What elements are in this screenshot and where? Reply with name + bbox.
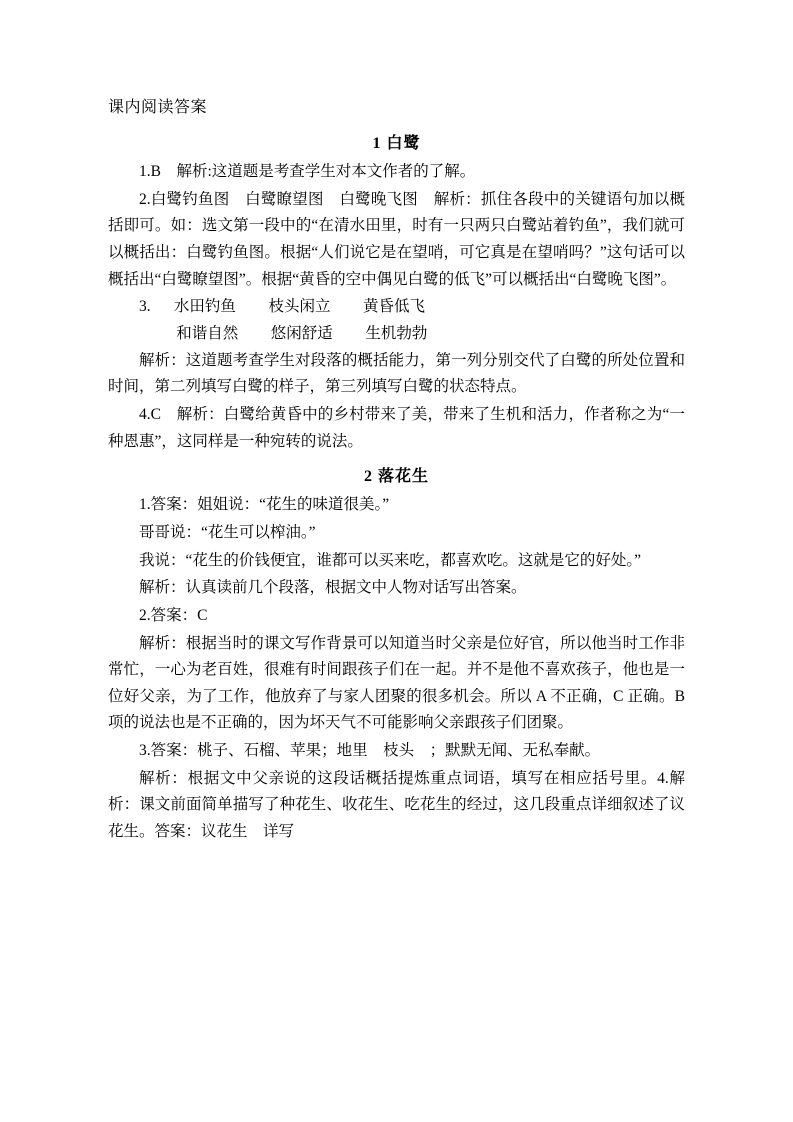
cell: 悠闲舒适 — [270, 324, 333, 342]
row-label: 3. — [139, 298, 151, 316]
answer-table-row — [108, 294, 685, 321]
cell: 和谐自然 — [176, 324, 239, 342]
paragraph: 解析：根据当时的课文写作背景可以知道当时父亲是位好官，所以他当时工作非常忙，一心为老百姓，很难有时间跟孩子们在一起。并不是他不喜欢孩子，他也是一位好父亲，为了工作，他放弃了与家人团聚的很多机会。所以 A 不正确，C 正确。B 项的说法也是不正确的，因为坏天气不可能影响父亲跟孩子们团聚。 — [108, 634, 685, 732]
cell: 枝头闲立 — [268, 298, 331, 316]
page-title: 课内阅读答案 — [108, 99, 208, 116]
section-heading-1: 1 白鹭 — [372, 135, 421, 152]
paragraph: 4.C 解析：白鹭给黄昏中的乡村带来了美，带来了生机和活力，作者称之为“一种恩惠”，这同样是一种宛转的说法。 — [108, 405, 685, 450]
paragraph: 1.B 解析:这道题是考查学生对本文作者的了解。 — [139, 163, 476, 180]
paragraph: 3.答案：桃子、石榴、苹果；地里 枝头 ；默默无闻、无私奉献。 — [139, 742, 601, 760]
paragraph: 我说：“花生的价钱便宜，谁都可以买来吃，都喜欢吃。这就是它的好处。” — [139, 551, 642, 569]
answer-table-row — [108, 321, 685, 348]
cell: 水田钓鱼 — [173, 298, 236, 316]
paragraph: 哥哥说：“花生可以榨油。” — [139, 523, 316, 541]
paragraph: 解析：认真读前几个段落，根据文中人物对话写出答案。 — [139, 579, 527, 597]
paragraph: 1.答案：姐姐说：“花生的味道很美。” — [139, 496, 390, 514]
section-heading-2: 2 落花生 — [363, 468, 429, 486]
cell: 黄昏低飞 — [363, 298, 426, 316]
paragraph: 2.答案：C — [139, 606, 208, 624]
paragraph: 2.白鹭钓鱼图 白鹭瞭望图 白鹭晚飞图 解析：抓住各段中的关键语句加以概括即可。如：选文第一段中的“在清水田里，时有一只两只白鹭站着钓鱼”，我们就可以概括出：白鹭钓鱼图。根据“人们说它是在望哨，可它真是在望哨吗？”这句话可以概括出“白鹭瞭望图”。根据“黄昏的空中偶见白鹭的低飞”可以概括出“白鹭晚飞图”。 — [108, 190, 685, 288]
cell: 生机勃勃 — [365, 324, 428, 342]
paragraph: 解析：根据文中父亲说的这段话概括提炼重点词语，填写在相应括号里。4.解析：课文前面简单描写了种花生、收花生、吃花生的经过，这几段重点详细叙述了议花生。答案：议花生 详写 — [108, 769, 685, 841]
paragraph: 解析：这道题考查学生对段落的概括能力，第一列分别交代了白鹭的所处位置和时间，第二列填写白鹭的样子，第三列填写白鹭的状态特点。 — [108, 351, 685, 396]
